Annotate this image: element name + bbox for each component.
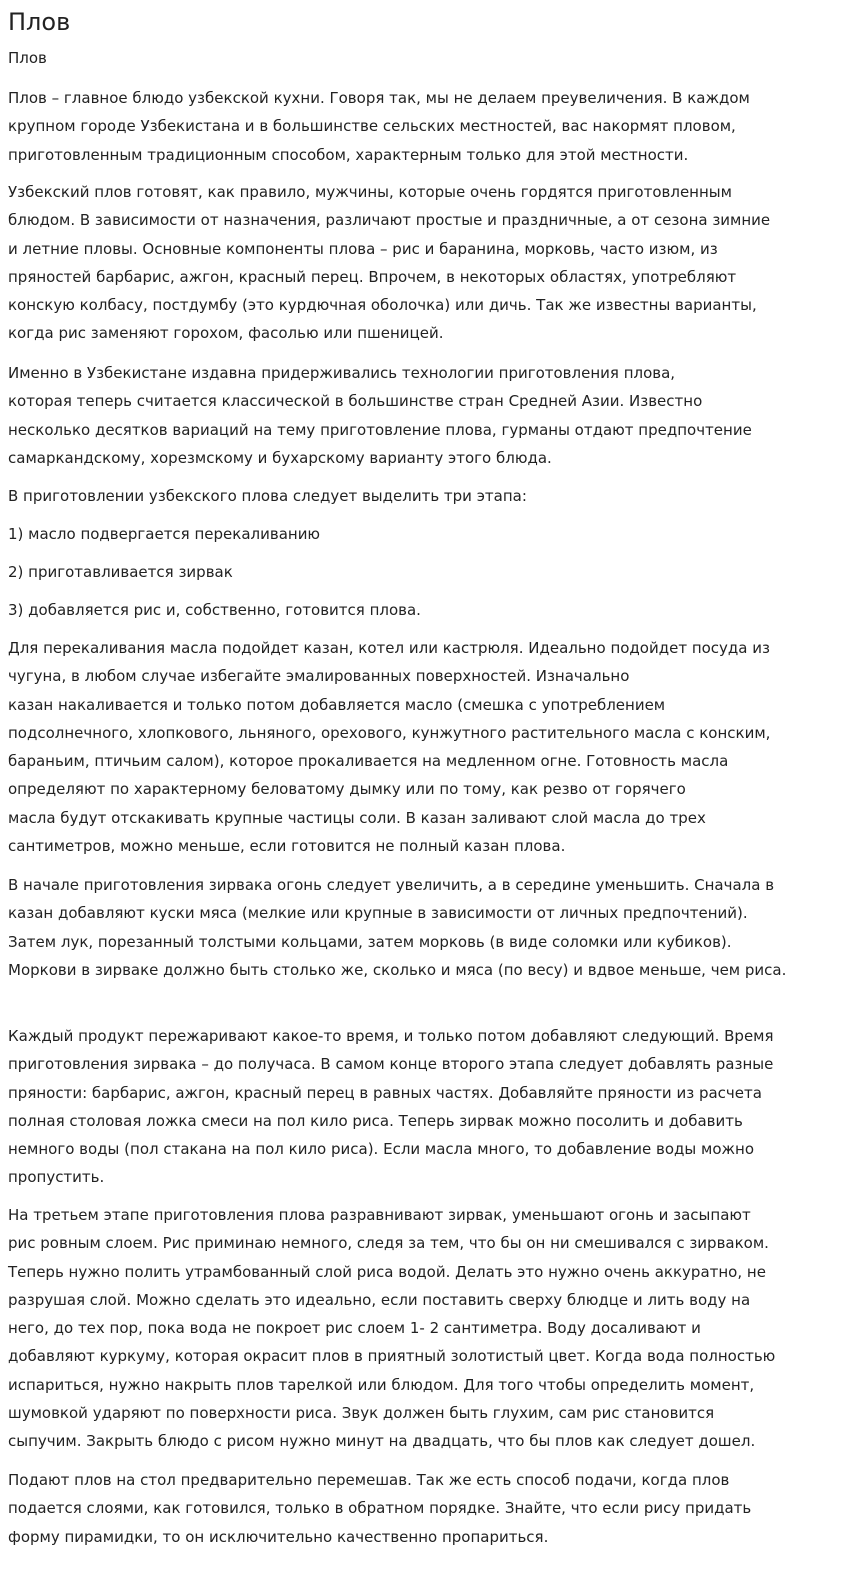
paragraph-history: Именно в Узбекистане издавна придерживались технологии приготовления плова, которая теперь считается классической в большинстве стран Средней Азии. Известно несколько десятков вариаций на тему приготовление плова, гурманы отдают предпочтение самаркандскому, хорезмскому и бухарскому варианту этого блюда.	[8, 364, 752, 467]
list-item-step-2: 2) приготавливается зирвак	[8, 563, 233, 581]
paragraph-oil: Для перекаливания масла подойдет казан, котел или кастрюля. Идеально подойдет посуда из чугуна, в любом случае избегайте эмалированных поверхностей. Изначально казан накаливается и только потом добавляется масло (смешка с употреблением подсолнечного, хлопкового, льняного, орехового, кунжутного растительного масла с конским, бараньим, птичьим салом), которое прокаливается на медленном огне. Готовность масла определяют по характерному беловатому дымку или по тому, как резво от горячего масла будут отскакивать крупные частицы соли. В казан заливают слой масла до трех сантиметров, можно меньше, если готовится не полный казан плова.	[8, 639, 771, 856]
paragraph-intro: Плов – главное блюдо узбекской кухни. Говоря так, мы не делаем преувеличения. В каждом крупном городе Узбекистана и в большинстве сельских местностей, вас накормят пловом, приготовленным традиционным способом, характерным только для этой местности.	[8, 89, 750, 164]
paragraph-uzbek-plov: Узбекский плов готовят, как правило, мужчины, которые очень гордятся приготовленным блюдом. В зависимости от назначения, различают простые и праздничные, а от сезона зимние и летние пловы. Основные компоненты плова – рис и баранина, морковь, часто изюм, из пряностей барбарис, ажгон, красный перец. Впрочем, в некоторых областях, употребляют конскую колбасу, постдумбу (это курдючная оболочка) или дичь. Так же известны варианты, когда рис заменяют горохом, фасолью или пшеницей.	[8, 183, 771, 343]
paragraph-stages: В приготовлении узбекского плова следует выделить три этапа:	[8, 487, 527, 505]
paragraph-zirvak: В начале приготовления зирвака огонь следует увеличить, а в середине уменьшить. Сначала в казан добавляют куски мяса (мелкие или крупные в зависимости от личных предпочтений). Затем лук, порезанный толстыми кольцами, затем морковь (в виде соломки или кубиков). Моркови в зирваке должно быть столько же, сколько и мяса (по весу) и вдвое меньше, чем риса.	[8, 876, 787, 979]
list-item-step-3: 3) добавляется рис и, собственно, готовится плова.	[8, 601, 421, 619]
article-subtitle: Плов	[8, 49, 47, 67]
paragraph-serving: Подают плов на стол предварительно перемешав. Так же есть способ подачи, когда плов подается слоями, как готовился, только в обратном порядке. Знайте, что если рису придать форму пирамидки, то он исключительно качественно пропариться.	[8, 1471, 752, 1546]
paragraph-spices: Каждый продукт пережаривают какое-то время, и только потом добавляют следующий. Время приготовления зирвака – до получаса. В самом конце второго этапа следует добавлять разные пряности: барбарис, ажгон, красный перец в равных частях. Добавляйте пряности из расчета полная столовая ложка смеси на пол кило риса. Теперь зирвак можно посолить и добавить немного воды (пол стакана на пол кило риса). Если масла много, то добавление воды можно пропустить.	[8, 1027, 774, 1187]
page-title: Плов	[8, 8, 71, 36]
article	[8, 0, 838, 1546]
list-item-step-1: 1) масло подвергается перекаливанию	[8, 525, 321, 543]
paragraph-rice: На третьем этапе приготовления плова разравнивают зирвак, уменьшают огонь и засыпают рис ровным слоем. Рис приминаю немного, следя за тем, что бы он ни смешивался с зирваком. Теперь нужно полить утрамбованный слой риса водой. Делать это нужно очень аккуратно, не разрушая слой. Можно сделать это идеально, если поставить сверху блюдце и лить воду на него, до тех пор, пока вода не покроет рис слоем 1- 2 сантиметра. Воду досаливают и добавляют куркуму, которая окрасит плов в приятный золотистый цвет. Когда вода полностью испариться, нужно накрыть плов тарелкой или блюдом. Для того чтобы определить момент, шумовкой ударяют по поверхности риса. Звук должен быть глухим, сам рис становится сыпучим. Закрыть блюдо с рисом нужно минут на двадцать, что бы плов как следует дошел.	[8, 1206, 776, 1451]
